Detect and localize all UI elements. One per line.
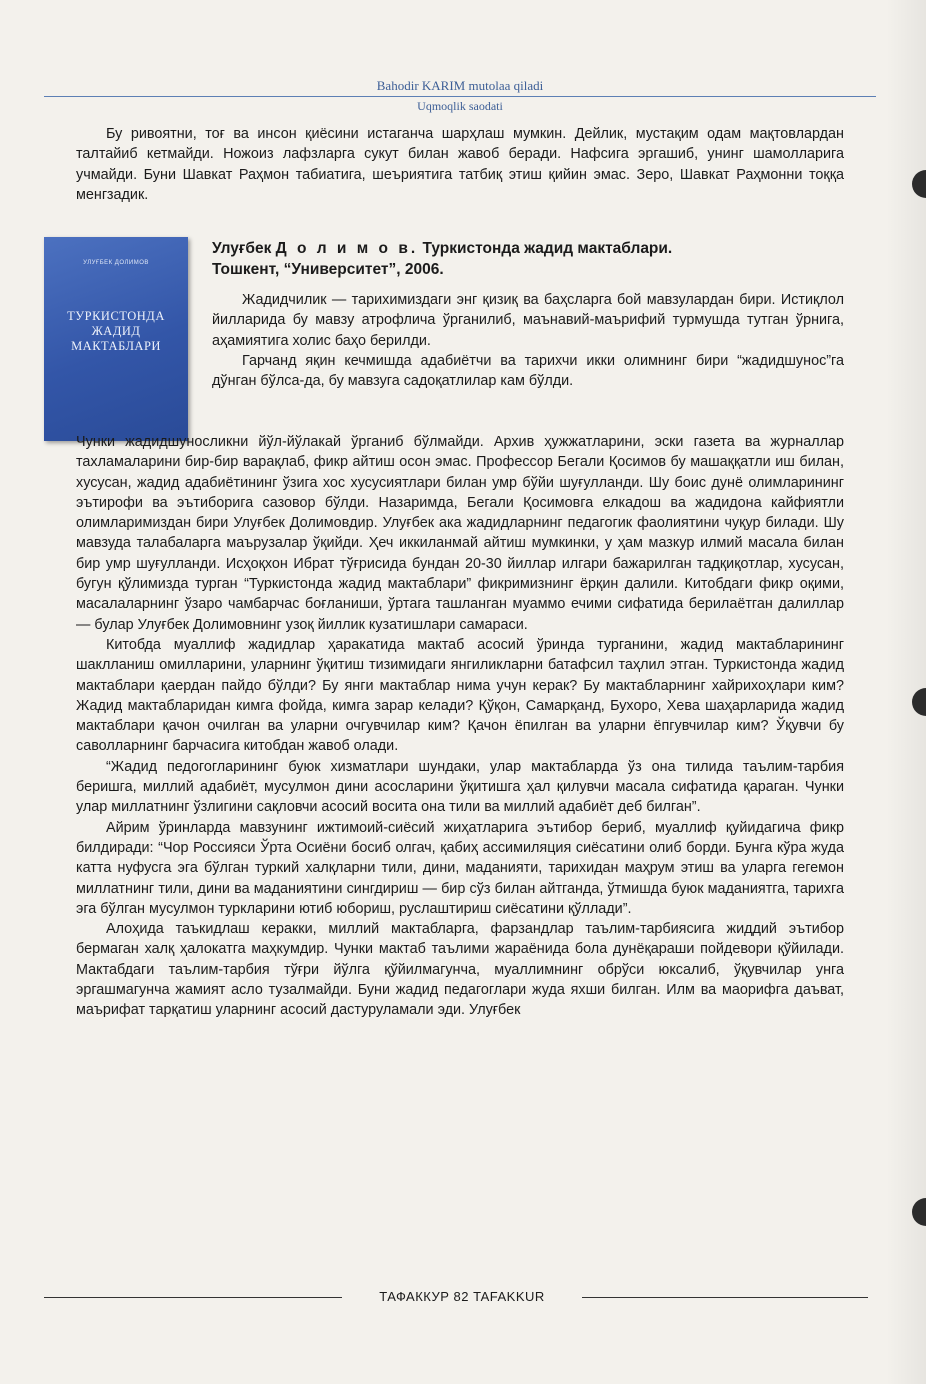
body-paragraph: Айрим ўринларда мавзунинг ижтимоий-сиёсий жиҳатларига эътибор бериб, муаллиф қуйидагича фикр билдиради: “Чор Россияси Ўрта Осиёни босиб олгач, қабиҳ ассимиляция сиёсатини олиб борди. Бунга кўра жуда катта нуфусга эга бўлган туркий халқларни тили, дини, маданияти, тарихидан маҳрум этиш ва уларга гегемон миллатнинг тили, дини ва маданиятини сингдириш — бир сўз билан айтганда, ўтмишда буюк маданиятга, тарихга эга бўлган мусулмон туркларини ютиб юбориш, руслаштириш сиёсатини қўллади”. — [76, 819, 844, 917]
review-author-last: Д о л и м о в. — [275, 240, 419, 257]
page-footer: ТАФАККУР 82 TAFAKKUR — [379, 1289, 545, 1304]
body-paragraph: Алоҳида таъкидлаш керакки, миллий мактабларга, фарзандлар таълим-тарбиясига жиддий эътибор бермаган халқ ҳалокатга маҳкумдир. Чунки мактаб таълими жараёнида бола дунёқараши пойдевори қўйилади. Мактабдаги таълим-тарбия тўғри йўлга қўйилмагунча, муаллимнинг обрўси юксалиб, ўқувчилар унга эргашмагунча жамият асло тузалмайди. Буни жадид педагоглари жуда яхши билган. Илм ва маорифга даъват, маърифат тарқатиш уларнинг асосий дастуруламали эди. Улуғбек — [76, 921, 844, 1019]
book-cover-image — [44, 237, 188, 441]
book-cover-author: УЛУҒБЕК ДОЛИМОВ — [83, 260, 149, 266]
review-imprint: Тошкент, “Университет”, 2006. — [212, 261, 444, 278]
body-paragraph: Чунки жадидшуносликни йўл-йўлакай ўрганиб бўлмайди. Архив ҳужжатларини, эски газета ва журналлар тахламаларини бир-бир варақлаб, фикр айтиш осон эмас. Профессор Бегали Қосимов бу машаққатли иш билан, хусусан, жадид адабиётининг ўзига хос хусусиятлари билан умр бўйи шуғулланди. Шу боис дунё олимларининг эътирофи ва эътиборига сазовор бўлди. Назаримда, Бегали Қосимовга елкадош ва жадидона кайфиятли олимларимиздан бири Улуғбек Долимовдир. Улуғбек ака жадидларнинг педагогик фаолиятини чуқур билади. Шу мавзуда талабаларга маърузалар ўқийди. Ҳеч иккиланмай айтиш мумкинки, у ҳам мазкур илмий масала билан бир умр шуғулланди. Исҳоқхон Ибрат тўғрисида бундан 20-30 йиллар илгари бажарилган тадқиқотлар, хусусан, бугун қўлимизда турган “Туркистонда жадид мактаблари” фикримизнинг ёрқин далили. Китобдаги фикр оқими, масалаларнинг ўзаро чамбарчас боғланиши, ўртага ташланган муаммо ечими сифатида берилаётган далиллар — булар Улуғбек Долимовнинг узоқ йиллик кузатишлари самараси. — [76, 434, 844, 633]
review-book-title: Туркистонда жадид мактаблари. — [422, 240, 673, 257]
intro-block — [76, 124, 844, 205]
footer-rule-right — [582, 1297, 868, 1298]
main-body-block — [76, 432, 844, 1021]
running-header-title: Bahodir KARIM mutolaa qiladi — [376, 78, 544, 93]
header-divider — [44, 96, 876, 97]
review-author-first: Улуғбек — [212, 240, 272, 257]
body-paragraph: “Жадид педогогларининг буюк хизматлари шундаки, улар мактабларда ўз она тилида таълим-тарбия беришга, миллий адабиёт, мусулмон дини асосларини ўқитишга ҳал қилувчи масала сифатида қараган. Чунки улар миллатнинг ўзлигини сақловчи асосий восита она тили ва миллий адабиёт деб билган”. — [76, 758, 844, 816]
book-cover-title-line: ТУРКИСТОНДА — [67, 309, 165, 323]
review-heading — [212, 238, 844, 280]
book-cover-title-line: МАКТАБЛАРИ — [71, 339, 161, 353]
book-cover-title-line: ЖАДИД — [91, 324, 141, 338]
body-paragraph: Китобда муаллиф жадидлар ҳаракатида мактаб асосий ўринда турганини, жадид мактабларининг шаклланиш омилларини, уларнинг ўқитиш тизимидаги янгиликларни батафсил таҳлил этган. Туркистонда жадид мактаблари қаердан пайдо бўлди? Бу янги мактаблар нима учун керак? Бу мактабларнинг хайрихоҳлари ким? Жадид мактабларидан кимга фойда, кимга зарар келади? Қўқон, Самарқанд, Бухоро, Хева шаҳарларида жадид мактаблари қачон очилган ва уларни очгувчилар ким? Қачон ёпилган ва уларни ёпгувчилар ким? Ўқувчи бу саволларнинг барчасига китобдан жавоб олади. — [76, 636, 844, 755]
body-paragraph: Жадидчилик — тарихимиздаги энг қизиқ ва баҳсларга бой мавзулардан бири. Истиқлол йилларида бу мавзу атрофлича ўрганилиб, маънавий-маърифий турмушда тутган ўрнига, аҳамиятига холис баҳо берилди. — [212, 292, 844, 349]
book-cover-title — [44, 309, 188, 354]
running-header-subtitle: Uqmoqlik saodati — [417, 99, 503, 113]
beside-cover-block — [212, 290, 844, 391]
intro-paragraph: Бу ривоятни, тоғ ва инсон қиёсини истаганча шарҳлаш мумкин. Дейлик, мустақим одам мақтовлардан талтайиб кетмайди. Ножоиз лафзларга сукут билан жавоб беради. Нафсига эргашиб, унинг шамолларига учмайди. Буни Шавкат Раҳмон табиатига, шеъриятига татбиқ этиш қийин эмас. Зеро, Шавкат Раҳмонни тоққа менгзадик. — [76, 126, 844, 203]
body-paragraph: Гарчанд яқин кечмишда адабиётчи ва тарихчи икки олимнинг бири “жадидшунос”га дўнган бўлса-да, бу мавзуга садоқатлилар кам бўлди. — [212, 352, 844, 390]
footer-rule-left — [44, 1297, 342, 1298]
